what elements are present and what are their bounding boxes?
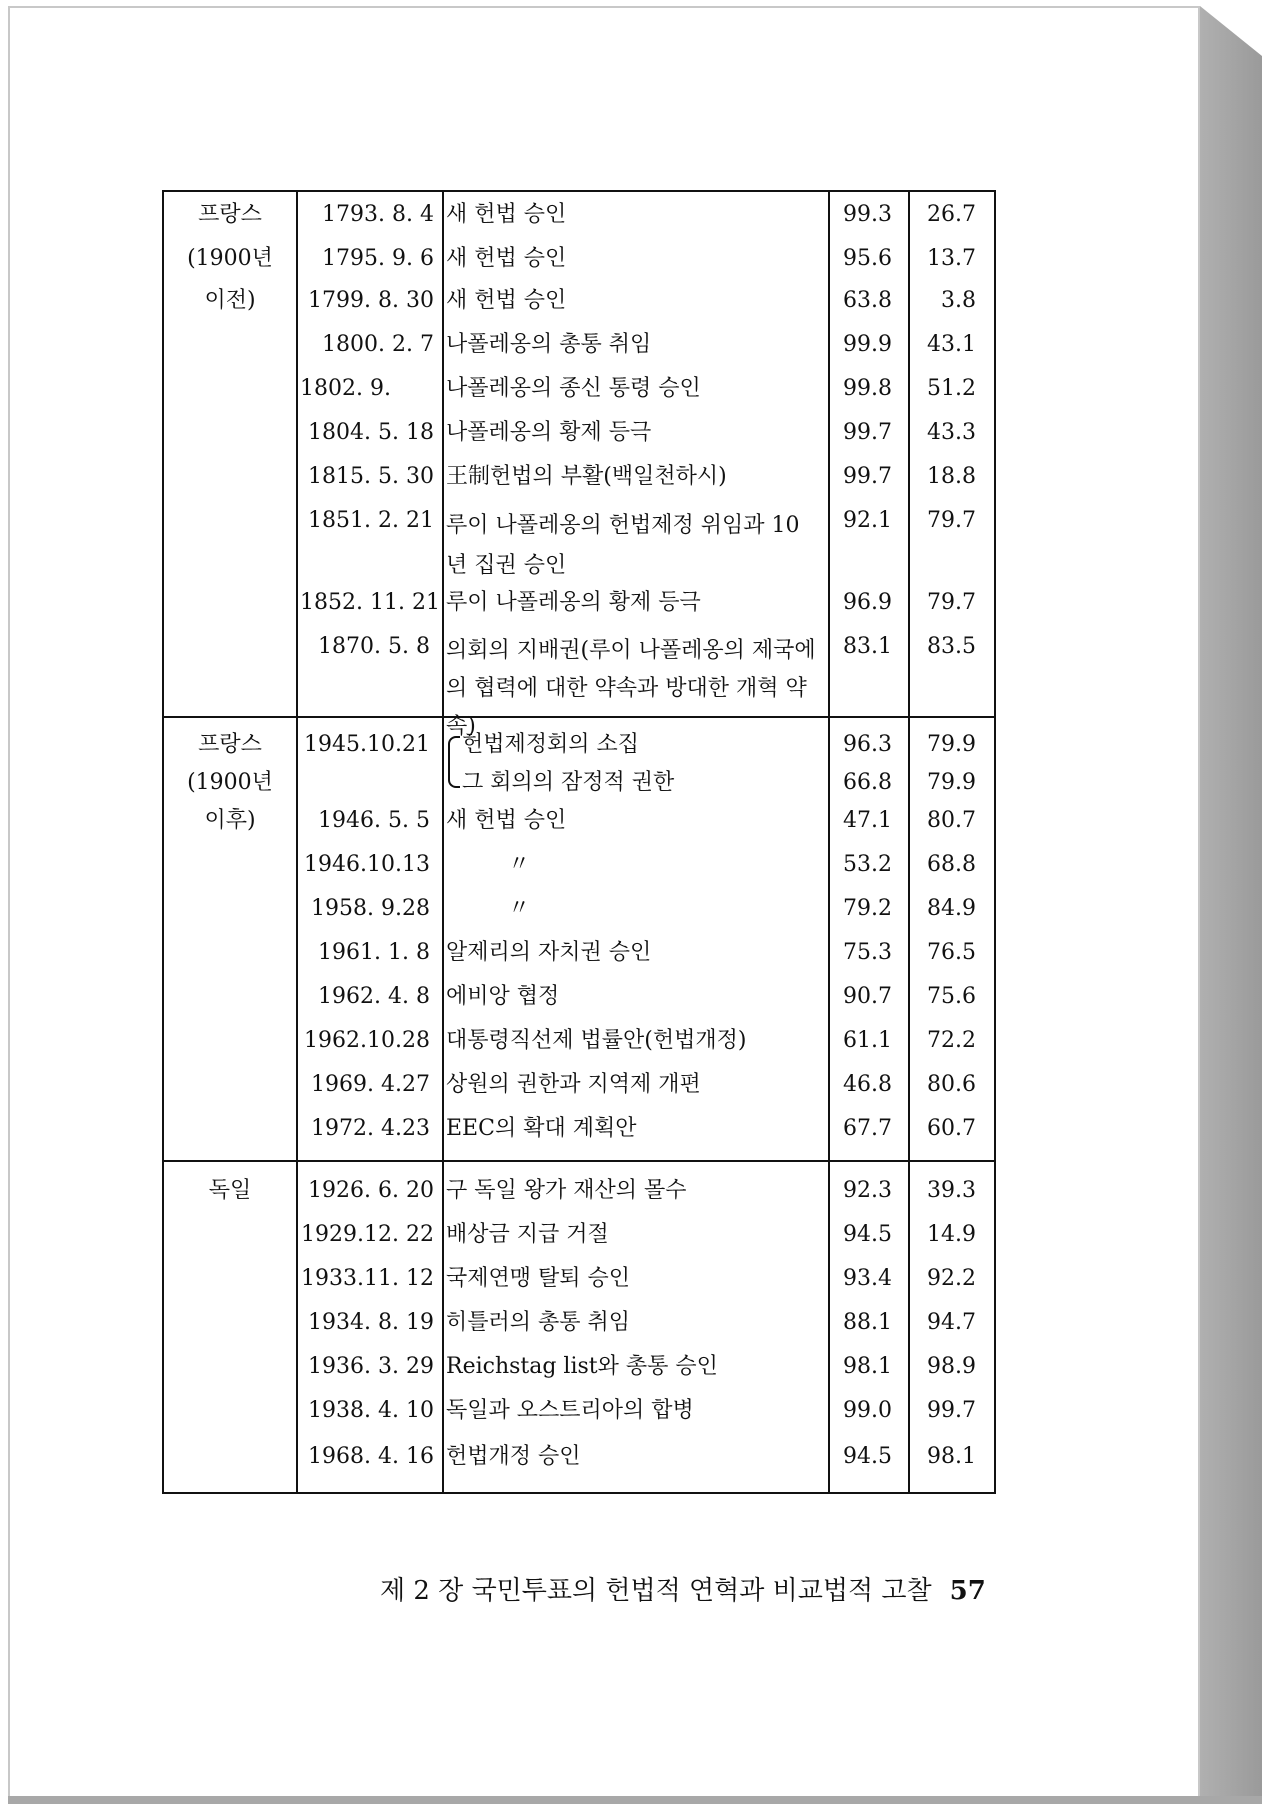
value-a-cell: 96.3	[843, 732, 892, 757]
value-b-cell: 13.7	[927, 246, 976, 271]
date-cell: 1961. 1. 8	[318, 940, 430, 965]
value-a-cell: 99.8	[843, 376, 892, 401]
value-a-cell: 83.1	[843, 634, 892, 659]
value-a-cell: 46.8	[843, 1072, 892, 1097]
description-cell: 배상금 지급 거절	[446, 1222, 609, 1247]
description-cell: 王制헌법의 부활(백일천하시)	[446, 464, 727, 489]
description-cell: EEC의 확대 계획안	[446, 1116, 637, 1141]
category-label: 프랑스	[198, 732, 262, 757]
value-b-cell: 80.6	[927, 1072, 976, 1097]
value-a-cell: 93.4	[843, 1266, 892, 1291]
date-cell: 1815. 5. 30	[308, 464, 434, 489]
date-cell: 1793. 8. 4	[322, 202, 434, 227]
value-b-cell: 76.5	[927, 940, 976, 965]
date-cell: 1795. 9. 6	[322, 246, 434, 271]
date-cell: 1851. 2. 21	[308, 508, 434, 533]
value-b-cell: 68.8	[927, 852, 976, 877]
date-cell: 1946. 5. 5	[318, 808, 430, 833]
description-cell: 〃	[508, 852, 531, 877]
date-cell: 1962.10.28	[304, 1028, 430, 1053]
date-cell: 1800. 2. 7	[322, 332, 434, 357]
value-a-cell: 94.5	[843, 1444, 892, 1469]
description-cell: 히틀러의 총통 취임	[446, 1310, 631, 1335]
value-a-cell: 99.9	[843, 332, 892, 357]
value-b-cell: 94.7	[927, 1310, 976, 1335]
date-cell: 1946.10.13	[304, 852, 430, 877]
column-divider	[442, 192, 444, 1492]
description-cell: 에비앙 협정	[446, 984, 560, 1009]
date-cell: 1870. 5. 8	[318, 634, 430, 659]
chapter-title: 제 2 장 국민투표의 헌법적 연혁과 비교법적 고찰	[380, 1576, 932, 1606]
value-a-cell: 94.5	[843, 1222, 892, 1247]
value-b-cell: 99.7	[927, 1398, 976, 1423]
page-bottom-edge	[8, 1796, 1262, 1804]
category-label: (1900년	[187, 770, 273, 795]
page-edge-shadow	[1200, 6, 1262, 1798]
date-cell: 1972. 4.23	[311, 1116, 430, 1141]
value-b-cell: 79.9	[927, 732, 976, 757]
description-cell: 구 독일 왕가 재산의 몰수	[446, 1178, 687, 1203]
description-cell: 그 회의의 잠정적 권한	[462, 770, 675, 795]
date-cell: 1969. 4.27	[311, 1072, 430, 1097]
value-a-cell: 92.1	[843, 508, 892, 533]
date-cell: 1968. 4. 16	[308, 1444, 434, 1469]
description-cell: 새 헌법 승인	[446, 246, 567, 271]
value-b-cell: 43.1	[927, 332, 976, 357]
description-cell: 새 헌법 승인	[446, 808, 567, 833]
description-cell: 새 헌법 승인	[446, 202, 567, 227]
date-cell: 1962. 4. 8	[318, 984, 430, 1009]
category-label: 이후)	[204, 808, 256, 833]
category-label: 프랑스	[198, 202, 262, 227]
value-a-cell: 61.1	[843, 1028, 892, 1053]
value-a-cell: 99.7	[843, 420, 892, 445]
value-b-cell: 79.9	[927, 770, 976, 795]
description-cell: 상원의 권한과 지역제 개편	[446, 1072, 701, 1097]
date-cell: 1958. 9.28	[311, 896, 430, 921]
value-b-cell: 75.6	[927, 984, 976, 1009]
value-b-cell: 83.5	[927, 634, 976, 659]
description-cell: 헌법개정 승인	[446, 1444, 581, 1469]
description-cell: 루이 나폴레옹의 황제 등극	[446, 590, 701, 615]
value-a-cell: 90.7	[843, 984, 892, 1009]
value-b-cell: 3.8	[941, 288, 976, 313]
column-divider	[296, 192, 298, 1492]
description-cell: 새 헌법 승인	[446, 288, 567, 313]
value-a-cell: 99.7	[843, 464, 892, 489]
value-b-cell: 14.9	[927, 1222, 976, 1247]
value-b-cell: 92.2	[927, 1266, 976, 1291]
date-cell: 1938. 4. 10	[308, 1398, 434, 1423]
description-cell: 독일과 오스트리아의 합병	[446, 1398, 694, 1423]
date-cell: 1804. 5. 18	[308, 420, 434, 445]
value-b-cell: 79.7	[927, 508, 976, 533]
value-b-cell: 43.3	[927, 420, 976, 445]
description-cell: 루이 나폴레옹의 헌법제정 위임과 10년 집권 승인	[446, 513, 800, 578]
description-cell: 국제연맹 탈퇴 승인	[446, 1266, 631, 1291]
value-a-cell: 88.1	[843, 1310, 892, 1335]
description-cell: 나폴레옹의 총통 취임	[446, 332, 652, 357]
category-label: (1900년	[187, 246, 273, 271]
value-a-cell: 47.1	[843, 808, 892, 833]
page-number: 57	[949, 1576, 986, 1606]
date-cell: 1926. 6. 20	[308, 1178, 434, 1203]
value-a-cell: 63.8	[843, 288, 892, 313]
category-label: 독일	[208, 1178, 252, 1203]
value-a-cell: 66.8	[843, 770, 892, 795]
date-cell: 1936. 3. 29	[308, 1354, 434, 1379]
value-b-cell: 98.1	[927, 1444, 976, 1469]
value-b-cell: 72.2	[927, 1028, 976, 1053]
date-cell: 1933.11. 12	[301, 1266, 434, 1291]
description-cell: 나폴레옹의 종신 통령 승인	[446, 376, 701, 401]
description-cell: 헌법제정회의 소집	[462, 732, 640, 757]
value-b-cell: 80.7	[927, 808, 976, 833]
category-label: 이전)	[204, 288, 256, 313]
referendum-table	[162, 190, 996, 1494]
value-a-cell: 92.3	[843, 1178, 892, 1203]
value-a-cell: 79.2	[843, 896, 892, 921]
value-a-cell: 96.9	[843, 590, 892, 615]
date-cell: 1934. 8. 19	[308, 1310, 434, 1335]
bracket-mark	[448, 736, 460, 788]
description-cell: 의회의 지배권(루이 나폴레옹의 제국에의 협력에 대한 약속과 방대한 개혁 약속)	[446, 638, 816, 739]
value-b-cell: 39.3	[927, 1178, 976, 1203]
description-cell: 〃	[508, 896, 531, 921]
date-cell: 1799. 8. 30	[308, 288, 434, 313]
value-a-cell: 99.0	[843, 1398, 892, 1423]
value-a-cell: 67.7	[843, 1116, 892, 1141]
date-cell: 1852. 11. 21	[300, 590, 440, 615]
description-cell: 나폴레옹의 황제 등극	[446, 420, 652, 445]
date-cell: 1945.10.21	[304, 732, 430, 757]
page-footer	[380, 1570, 986, 1607]
date-cell: 1929.12. 22	[301, 1222, 434, 1247]
description-cell: 대통령직선제 법률안(헌법개정)	[446, 1028, 747, 1053]
value-b-cell: 98.9	[927, 1354, 976, 1379]
value-b-cell: 51.2	[927, 376, 976, 401]
value-b-cell: 84.9	[927, 896, 976, 921]
value-b-cell: 60.7	[927, 1116, 976, 1141]
value-b-cell: 26.7	[927, 202, 976, 227]
value-a-cell: 99.3	[843, 202, 892, 227]
date-cell: 1802. 9.	[300, 376, 391, 401]
value-b-cell: 79.7	[927, 590, 976, 615]
section-divider	[164, 1160, 994, 1162]
value-a-cell: 53.2	[843, 852, 892, 877]
value-b-cell: 18.8	[927, 464, 976, 489]
value-a-cell: 98.1	[843, 1354, 892, 1379]
description-cell: 알제리의 자치권 승인	[446, 940, 652, 965]
description-cell: Reichstag list와 총통 승인	[446, 1354, 718, 1379]
value-a-cell: 75.3	[843, 940, 892, 965]
value-a-cell: 95.6	[843, 246, 892, 271]
